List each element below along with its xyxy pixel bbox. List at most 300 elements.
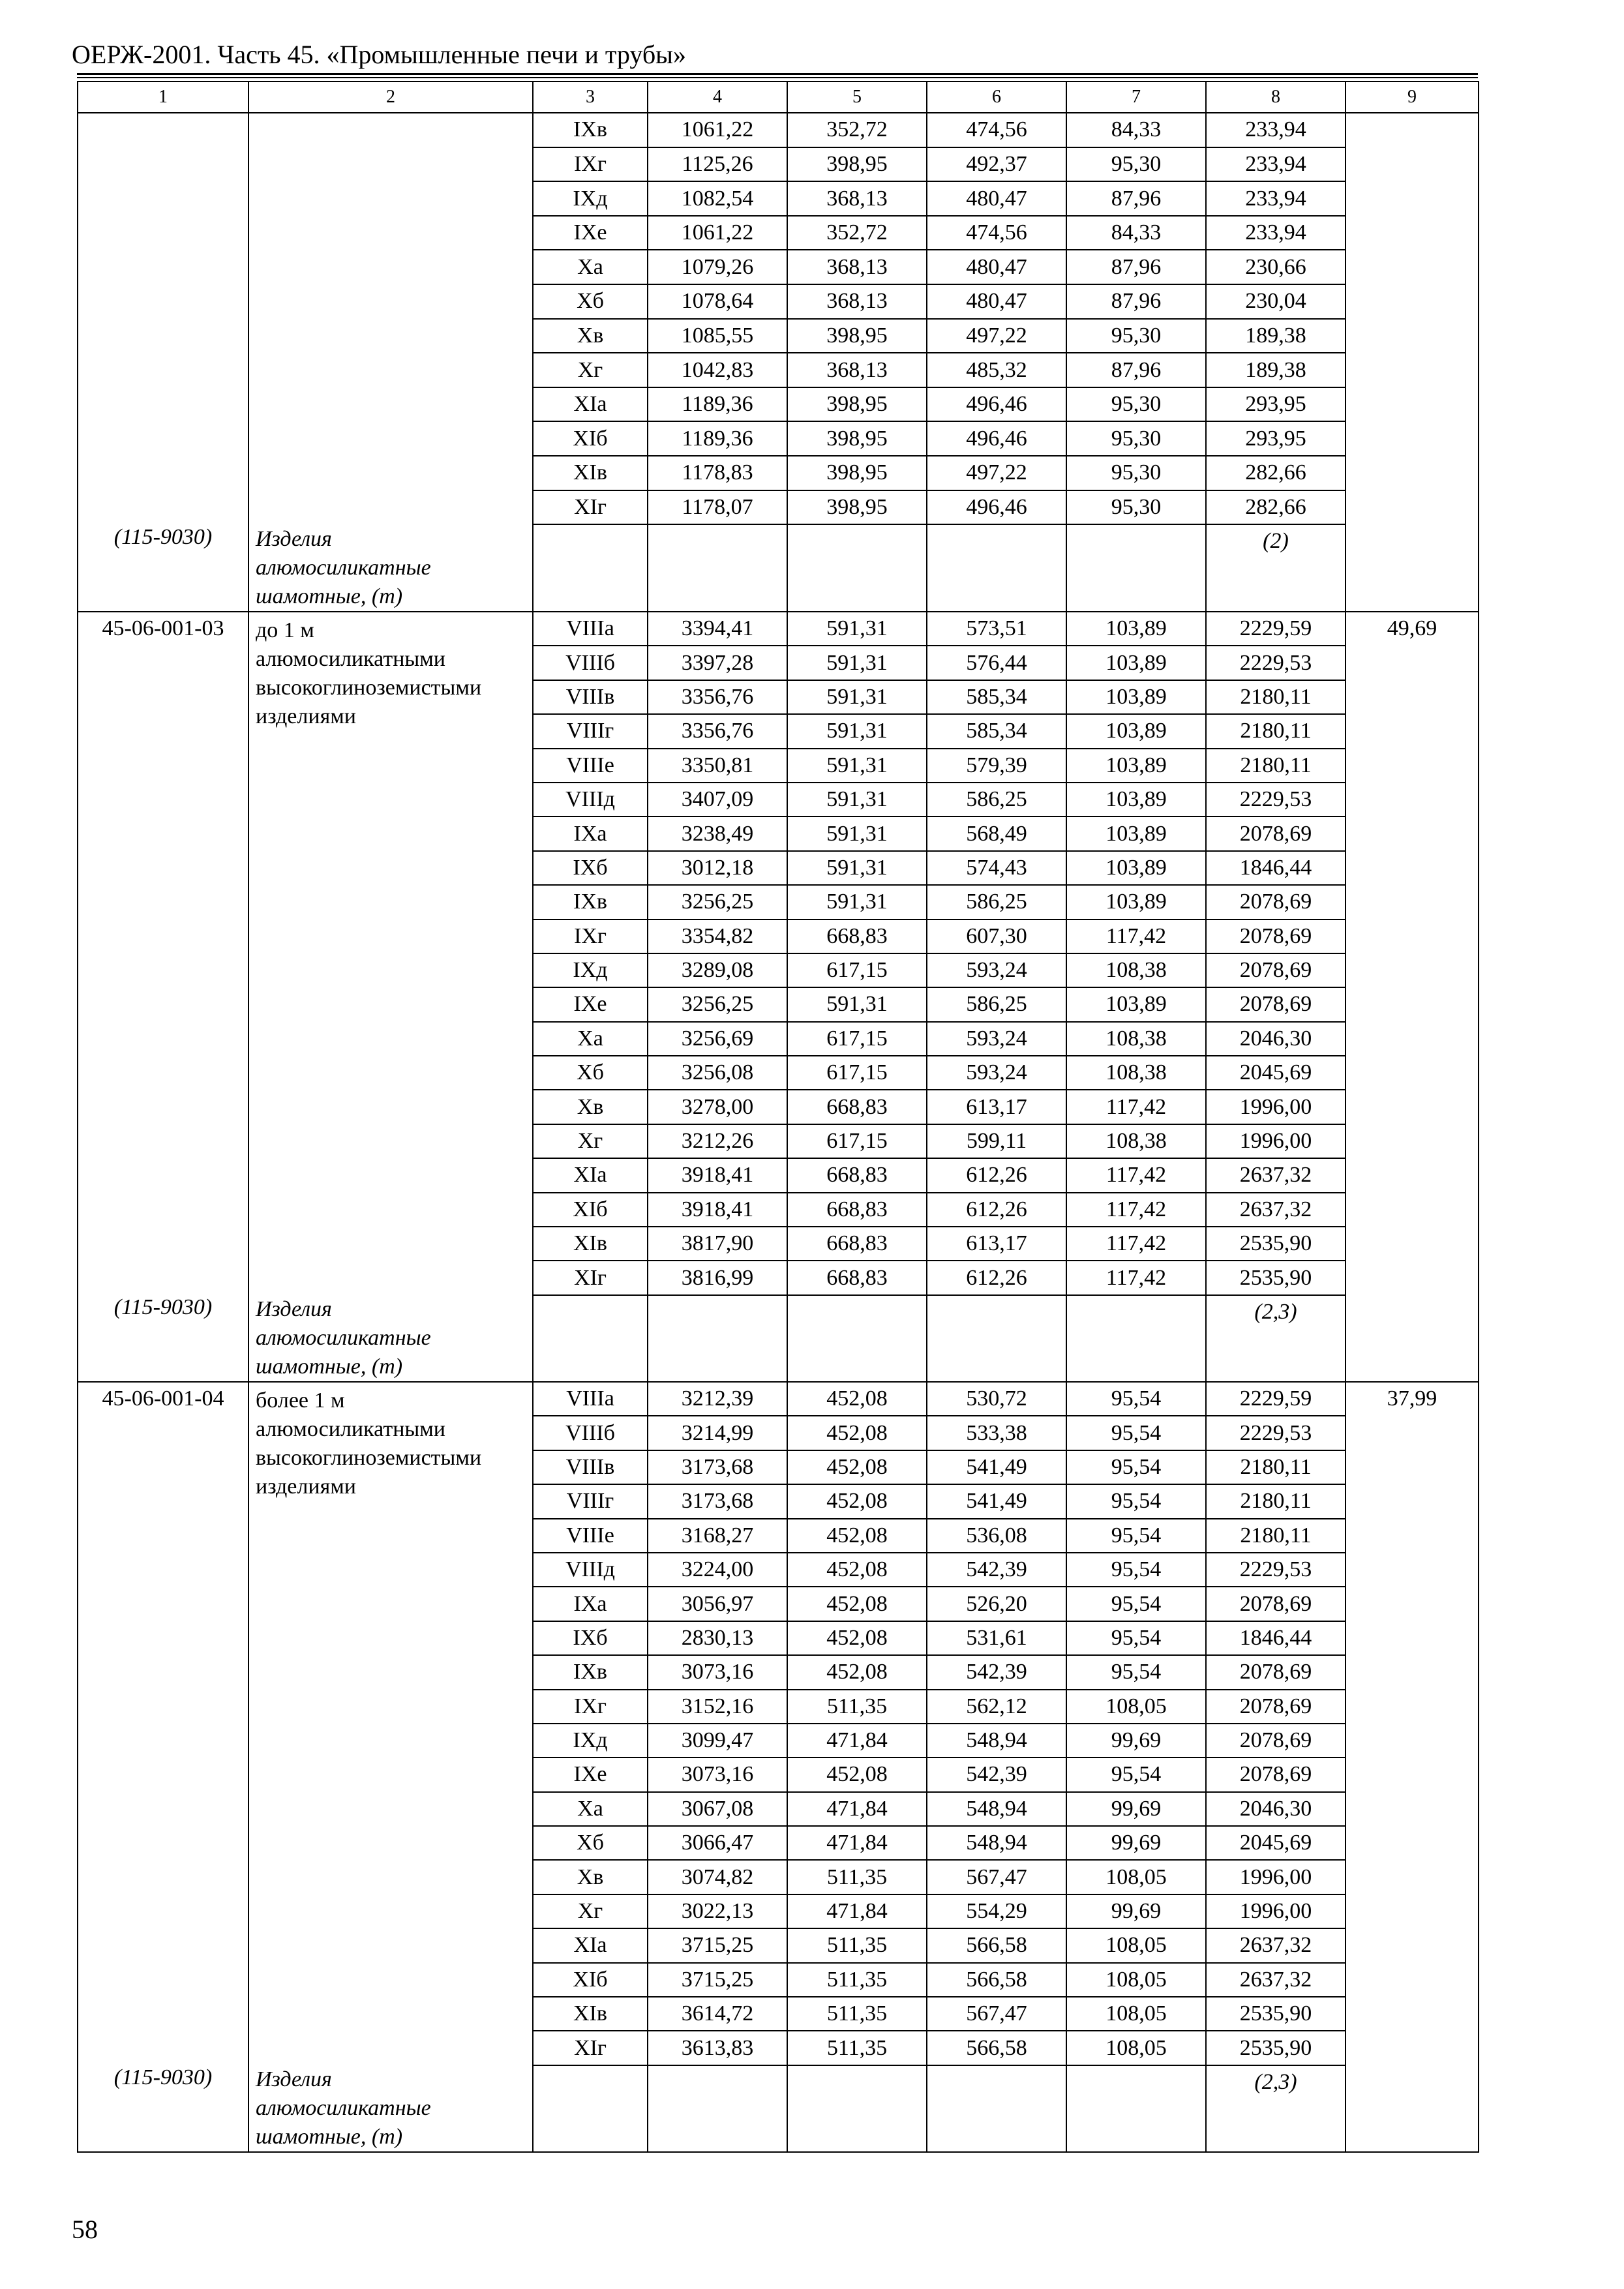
value-cell: 3354,82 — [648, 920, 787, 953]
value-cell: 95,54 — [1066, 1655, 1206, 1689]
value-cell: 668,83 — [787, 1158, 927, 1192]
material-code: (115-9030) — [113, 525, 213, 549]
value-cell: 2229,59 — [1206, 612, 1346, 646]
grade-cell: XIа — [533, 1158, 648, 1192]
note-reference: (2,3) — [1206, 1295, 1346, 1382]
value-cell: 591,31 — [787, 816, 927, 850]
value-cell: 3212,39 — [648, 1382, 787, 1416]
column-number-row — [78, 82, 1479, 113]
note-reference: (2,3) — [1206, 2065, 1346, 2152]
description-line: алюмосиликатными — [256, 647, 445, 671]
empty-cell — [1066, 524, 1206, 612]
item-description-cell — [248, 113, 533, 612]
value-cell: 95,54 — [1066, 1553, 1206, 1587]
value-cell: 480,47 — [927, 250, 1066, 284]
grade-cell: IXд — [533, 181, 648, 216]
value-cell: 1078,64 — [648, 284, 787, 319]
value-cell: 452,08 — [787, 1416, 927, 1450]
value-cell: 117,42 — [1066, 1227, 1206, 1261]
value-cell: 3816,99 — [648, 1261, 787, 1294]
value-cell: 2180,11 — [1206, 1450, 1346, 1484]
value-cell: 471,84 — [787, 1724, 927, 1758]
value-cell: 617,15 — [787, 953, 927, 987]
value-cell: 3074,82 — [648, 1860, 787, 1894]
value-cell: 233,94 — [1206, 216, 1346, 250]
page-header-title: ОЕРЖ-2001. Часть 45. «Промышленные печи и трубы» — [72, 40, 687, 69]
empty-cell — [533, 1295, 648, 1382]
value-cell: 2229,53 — [1206, 783, 1346, 816]
value-cell: 398,95 — [787, 147, 927, 182]
value-cell: 574,43 — [927, 851, 1066, 885]
value-cell: 452,08 — [787, 1450, 927, 1484]
value-cell: 2229,59 — [1206, 1382, 1346, 1416]
value-cell: 3099,47 — [648, 1724, 787, 1758]
value-cell: 1061,22 — [648, 113, 787, 147]
value-cell: 452,08 — [787, 1758, 927, 1791]
value-cell: 2637,32 — [1206, 1158, 1346, 1192]
column-9-value — [1346, 113, 1479, 612]
value-cell: 1079,26 — [648, 250, 787, 284]
value-cell: 117,42 — [1066, 1090, 1206, 1124]
grade-cell: IXв — [533, 113, 648, 147]
grade-cell: IXа — [533, 1587, 648, 1621]
grade-cell: XIг — [533, 1261, 648, 1294]
column-number: 9 — [1346, 82, 1479, 113]
value-cell: 293,95 — [1206, 387, 1346, 422]
value-cell: 2535,90 — [1206, 1261, 1346, 1294]
value-cell: 2078,69 — [1206, 987, 1346, 1021]
value-cell: 3256,69 — [648, 1022, 787, 1056]
value-cell: 3350,81 — [648, 749, 787, 783]
value-cell: 103,89 — [1066, 714, 1206, 748]
value-cell: 108,05 — [1066, 1928, 1206, 1962]
grade-cell: IXа — [533, 816, 648, 850]
item-code-cell — [78, 113, 248, 612]
value-cell: 526,20 — [927, 1587, 1066, 1621]
value-cell: 1996,00 — [1206, 1894, 1346, 1928]
value-cell: 87,96 — [1066, 250, 1206, 284]
value-cell: 668,83 — [787, 920, 927, 953]
description-line: изделиями — [256, 704, 356, 728]
value-cell: 230,66 — [1206, 250, 1346, 284]
value-cell: 398,95 — [787, 319, 927, 353]
value-cell: 511,35 — [787, 1690, 927, 1724]
value-cell: 3407,09 — [648, 783, 787, 816]
value-cell: 542,39 — [927, 1655, 1066, 1689]
value-cell: 3715,25 — [648, 1963, 787, 1997]
value-cell: 566,58 — [927, 1963, 1066, 1997]
value-cell: 99,69 — [1066, 1724, 1206, 1758]
value-cell: 485,32 — [927, 353, 1066, 387]
value-cell: 617,15 — [787, 1124, 927, 1158]
value-cell: 586,25 — [927, 885, 1066, 919]
value-cell: 1996,00 — [1206, 1090, 1346, 1124]
value-cell: 108,05 — [1066, 1690, 1206, 1724]
item-code-cell — [78, 1382, 248, 2152]
value-cell: 3394,41 — [648, 612, 787, 646]
grade-cell: IXг — [533, 920, 648, 953]
value-cell: 95,30 — [1066, 319, 1206, 353]
empty-cell — [648, 524, 787, 612]
description-line: высокоглиноземистыми — [256, 1446, 482, 1470]
value-cell: 3289,08 — [648, 953, 787, 987]
value-cell: 95,30 — [1066, 147, 1206, 182]
value-cell: 117,42 — [1066, 1193, 1206, 1227]
column-9-value: 49,69 — [1346, 612, 1479, 1382]
page-number: 58 — [72, 2215, 98, 2244]
value-cell: 293,95 — [1206, 421, 1346, 456]
value-cell: 2637,32 — [1206, 1193, 1346, 1227]
grade-cell: IXе — [533, 987, 648, 1021]
value-cell: 95,54 — [1066, 1416, 1206, 1450]
value-cell: 533,38 — [927, 1416, 1066, 1450]
value-cell: 2078,69 — [1206, 1690, 1346, 1724]
material-code: (115-9030) — [113, 1295, 213, 1319]
value-cell: 233,94 — [1206, 147, 1346, 182]
value-cell: 2180,11 — [1206, 749, 1346, 783]
value-cell: 1125,26 — [648, 147, 787, 182]
grade-cell: VIIIв — [533, 680, 648, 714]
value-cell: 471,84 — [787, 1792, 927, 1826]
value-cell: 3256,08 — [648, 1056, 787, 1090]
value-cell: 617,15 — [787, 1022, 927, 1056]
value-cell: 103,89 — [1066, 646, 1206, 680]
grade-cell: IXд — [533, 1724, 648, 1758]
value-cell: 612,26 — [927, 1158, 1066, 1192]
value-cell: 3715,25 — [648, 1928, 787, 1962]
value-cell: 2180,11 — [1206, 714, 1346, 748]
grade-cell: XIв — [533, 1227, 648, 1261]
value-cell: 2180,11 — [1206, 1484, 1346, 1518]
value-cell: 591,31 — [787, 646, 927, 680]
empty-cell — [533, 2065, 648, 2152]
value-cell: 1996,00 — [1206, 1124, 1346, 1158]
value-cell: 103,89 — [1066, 987, 1206, 1021]
value-cell: 3212,26 — [648, 1124, 787, 1158]
grade-cell: XIб — [533, 421, 648, 456]
value-cell: 103,89 — [1066, 680, 1206, 714]
grade-cell: Xв — [533, 1860, 648, 1894]
value-cell: 2535,90 — [1206, 2031, 1346, 2065]
grade-cell: VIIIг — [533, 714, 648, 748]
value-cell: 95,30 — [1066, 456, 1206, 490]
value-cell: 593,24 — [927, 1022, 1066, 1056]
value-cell: 1042,83 — [648, 353, 787, 387]
grade-cell: VIIIа — [533, 612, 648, 646]
header-rule-thin — [77, 77, 1478, 78]
value-cell: 2046,30 — [1206, 1792, 1346, 1826]
value-cell: 368,13 — [787, 250, 927, 284]
value-cell: 3173,68 — [648, 1484, 787, 1518]
grade-cell: VIIIд — [533, 1553, 648, 1587]
value-cell: 108,05 — [1066, 1997, 1206, 2031]
grade-cell: IXг — [533, 1690, 648, 1724]
value-cell: 282,66 — [1206, 456, 1346, 490]
value-cell: 3012,18 — [648, 851, 787, 885]
material-description-line: алюмосиликатные — [256, 2096, 431, 2120]
value-cell: 352,72 — [787, 113, 927, 147]
empty-cell — [927, 1295, 1066, 1382]
grade-cell: XIб — [533, 1193, 648, 1227]
value-cell: 668,83 — [787, 1090, 927, 1124]
value-cell: 95,54 — [1066, 1450, 1206, 1484]
value-cell: 566,58 — [927, 1928, 1066, 1962]
material-code: (115-9030) — [113, 2065, 213, 2089]
value-cell: 480,47 — [927, 181, 1066, 216]
table-row — [78, 1382, 1479, 1416]
value-cell: 103,89 — [1066, 749, 1206, 783]
value-cell: 562,12 — [927, 1690, 1066, 1724]
grade-cell: VIIIв — [533, 1450, 648, 1484]
grade-cell: Xг — [533, 1124, 648, 1158]
value-cell: 3173,68 — [648, 1450, 787, 1484]
grade-cell: Xб — [533, 1056, 648, 1090]
grade-cell: IXв — [533, 885, 648, 919]
empty-cell — [927, 524, 1066, 612]
value-cell: 95,30 — [1066, 387, 1206, 422]
grade-cell: IXв — [533, 1655, 648, 1689]
description-line: более 1 м — [256, 1388, 345, 1413]
value-cell: 548,94 — [927, 1826, 1066, 1860]
item-code: 45-06-001-03 — [102, 616, 224, 640]
value-cell: 398,95 — [787, 456, 927, 490]
value-cell: 511,35 — [787, 1963, 927, 1997]
value-cell: 3168,27 — [648, 1519, 787, 1553]
material-description-line: шамотные, (т) — [256, 584, 403, 608]
material-description-line: шамотные, (т) — [256, 1354, 403, 1379]
description-line: до 1 м — [256, 618, 314, 642]
value-cell: 99,69 — [1066, 1894, 1206, 1928]
empty-cell — [1066, 2065, 1206, 2152]
value-cell: 2078,69 — [1206, 816, 1346, 850]
value-cell: 282,66 — [1206, 490, 1346, 525]
value-cell: 117,42 — [1066, 1261, 1206, 1294]
value-cell: 95,54 — [1066, 1484, 1206, 1518]
material-description — [256, 1295, 532, 1381]
value-cell: 591,31 — [787, 987, 927, 1021]
value-cell: 3256,25 — [648, 987, 787, 1021]
value-cell: 95,30 — [1066, 490, 1206, 525]
value-cell: 591,31 — [787, 749, 927, 783]
material-description — [256, 525, 532, 611]
value-cell: 2078,69 — [1206, 953, 1346, 987]
value-cell: 3397,28 — [648, 646, 787, 680]
value-cell: 2045,69 — [1206, 1056, 1346, 1090]
value-cell: 573,51 — [927, 612, 1066, 646]
value-cell: 368,13 — [787, 284, 927, 319]
value-cell: 591,31 — [787, 714, 927, 748]
grade-cell: XIа — [533, 1928, 648, 1962]
value-cell: 3256,25 — [648, 885, 787, 919]
value-cell: 576,44 — [927, 646, 1066, 680]
value-cell: 511,35 — [787, 1997, 927, 2031]
item-code-cell — [78, 612, 248, 1382]
table-row — [78, 612, 1479, 646]
value-cell: 2637,32 — [1206, 1928, 1346, 1962]
value-cell: 3022,13 — [648, 1894, 787, 1928]
value-cell: 668,83 — [787, 1227, 927, 1261]
grade-cell: Xв — [533, 1090, 648, 1124]
value-cell: 591,31 — [787, 885, 927, 919]
value-cell: 3056,97 — [648, 1587, 787, 1621]
value-cell: 480,47 — [927, 284, 1066, 319]
value-cell: 511,35 — [787, 2031, 927, 2065]
empty-cell — [787, 2065, 927, 2152]
value-cell: 2078,69 — [1206, 1655, 1346, 1689]
grade-cell: Xг — [533, 353, 648, 387]
value-cell: 3614,72 — [648, 1997, 787, 2031]
value-cell: 613,17 — [927, 1227, 1066, 1261]
value-cell: 117,42 — [1066, 920, 1206, 953]
value-cell: 3356,76 — [648, 680, 787, 714]
value-cell: 497,22 — [927, 319, 1066, 353]
value-cell: 531,61 — [927, 1621, 1066, 1655]
value-cell: 108,38 — [1066, 953, 1206, 987]
value-cell: 233,94 — [1206, 113, 1346, 147]
value-cell: 103,89 — [1066, 612, 1206, 646]
description-line: изделиями — [256, 1474, 356, 1499]
grade-cell: Xа — [533, 1792, 648, 1826]
value-cell: 2637,32 — [1206, 1963, 1346, 1997]
material-description — [256, 2065, 532, 2151]
grade-cell: IXб — [533, 1621, 648, 1655]
grade-cell: VIIIд — [533, 783, 648, 816]
value-cell: 95,54 — [1066, 1587, 1206, 1621]
grade-cell: Xа — [533, 250, 648, 284]
value-cell: 84,33 — [1066, 216, 1206, 250]
grade-cell: VIIIа — [533, 1382, 648, 1416]
value-cell: 2229,53 — [1206, 646, 1346, 680]
value-cell: 548,94 — [927, 1724, 1066, 1758]
value-cell: 511,35 — [787, 1928, 927, 1962]
value-cell: 2078,69 — [1206, 1587, 1346, 1621]
value-cell: 368,13 — [787, 181, 927, 216]
value-cell: 230,04 — [1206, 284, 1346, 319]
value-cell: 103,89 — [1066, 783, 1206, 816]
value-cell: 452,08 — [787, 1621, 927, 1655]
column-number: 1 — [78, 82, 248, 113]
header-rule — [77, 73, 1478, 75]
empty-cell — [1066, 1295, 1206, 1382]
value-cell: 1996,00 — [1206, 1860, 1346, 1894]
value-cell: 95,54 — [1066, 1758, 1206, 1791]
value-cell: 585,34 — [927, 714, 1066, 748]
column-number: 7 — [1066, 82, 1206, 113]
value-cell: 1061,22 — [648, 216, 787, 250]
grade-cell: XIв — [533, 456, 648, 490]
value-cell: 95,54 — [1066, 1382, 1206, 1416]
value-cell: 398,95 — [787, 387, 927, 422]
value-cell: 591,31 — [787, 612, 927, 646]
value-cell: 548,94 — [927, 1792, 1066, 1826]
value-cell: 586,25 — [927, 987, 1066, 1021]
value-cell: 108,05 — [1066, 1860, 1206, 1894]
value-cell: 352,72 — [787, 216, 927, 250]
grade-cell: IXд — [533, 953, 648, 987]
empty-cell — [648, 1295, 787, 1382]
item-code: 45-06-001-04 — [102, 1386, 224, 1411]
value-cell: 593,24 — [927, 1056, 1066, 1090]
value-cell: 368,13 — [787, 353, 927, 387]
material-description-line: Изделия — [256, 527, 332, 551]
description-line: алюмосиликатными — [256, 1417, 445, 1441]
value-cell: 3918,41 — [648, 1158, 787, 1192]
material-description-line: алюмосиликатные — [256, 556, 431, 580]
value-cell: 87,96 — [1066, 181, 1206, 216]
value-cell: 599,11 — [927, 1124, 1066, 1158]
table-row — [78, 113, 1479, 147]
value-cell: 103,89 — [1066, 885, 1206, 919]
value-cell: 452,08 — [787, 1484, 927, 1518]
value-cell: 530,72 — [927, 1382, 1066, 1416]
grade-cell: VIIIе — [533, 749, 648, 783]
value-cell: 617,15 — [787, 1056, 927, 1090]
value-cell: 566,58 — [927, 2031, 1066, 2065]
value-cell: 591,31 — [787, 680, 927, 714]
empty-cell — [648, 2065, 787, 2152]
value-cell: 1189,36 — [648, 421, 787, 456]
grade-cell: IXе — [533, 216, 648, 250]
value-cell: 103,89 — [1066, 851, 1206, 885]
value-cell: 497,22 — [927, 456, 1066, 490]
value-cell: 1178,07 — [648, 490, 787, 525]
value-cell: 103,89 — [1066, 816, 1206, 850]
value-cell: 3214,99 — [648, 1416, 787, 1450]
value-cell: 108,05 — [1066, 2031, 1206, 2065]
value-cell: 3073,16 — [648, 1758, 787, 1791]
material-description-line: алюмосиликатные — [256, 1326, 431, 1350]
value-cell: 2045,69 — [1206, 1826, 1346, 1860]
empty-cell — [533, 524, 648, 612]
value-cell: 452,08 — [787, 1655, 927, 1689]
grade-cell: VIIIе — [533, 1519, 648, 1553]
value-cell: 2535,90 — [1206, 1227, 1346, 1261]
value-cell: 1846,44 — [1206, 851, 1346, 885]
value-cell: 496,46 — [927, 490, 1066, 525]
grade-cell: Xа — [533, 1022, 648, 1056]
value-cell: 3613,83 — [648, 2031, 787, 2065]
grade-cell: VIIIг — [533, 1484, 648, 1518]
value-cell: 2046,30 — [1206, 1022, 1346, 1056]
value-cell: 117,42 — [1066, 1158, 1206, 1192]
value-cell: 2078,69 — [1206, 920, 1346, 953]
value-cell: 84,33 — [1066, 113, 1206, 147]
value-cell: 108,38 — [1066, 1056, 1206, 1090]
value-cell: 612,26 — [927, 1193, 1066, 1227]
value-cell: 568,49 — [927, 816, 1066, 850]
value-cell: 2180,11 — [1206, 680, 1346, 714]
value-cell: 2078,69 — [1206, 1758, 1346, 1791]
value-cell: 542,39 — [927, 1553, 1066, 1587]
value-cell: 567,47 — [927, 1860, 1066, 1894]
item-description-cell — [248, 612, 533, 1382]
note-reference: (2) — [1206, 524, 1346, 612]
value-cell: 668,83 — [787, 1261, 927, 1294]
value-cell: 108,38 — [1066, 1022, 1206, 1056]
grade-cell: Xг — [533, 1894, 648, 1928]
value-cell: 585,34 — [927, 680, 1066, 714]
value-cell: 1189,36 — [648, 387, 787, 422]
material-description-line: Изделия — [256, 1297, 332, 1321]
grade-cell: Xв — [533, 319, 648, 353]
value-cell: 2229,53 — [1206, 1553, 1346, 1587]
value-cell: 3066,47 — [648, 1826, 787, 1860]
value-cell: 542,39 — [927, 1758, 1066, 1791]
value-cell: 3238,49 — [648, 816, 787, 850]
value-cell: 511,35 — [787, 1860, 927, 1894]
column-number: 2 — [248, 82, 533, 113]
value-cell: 541,49 — [927, 1484, 1066, 1518]
